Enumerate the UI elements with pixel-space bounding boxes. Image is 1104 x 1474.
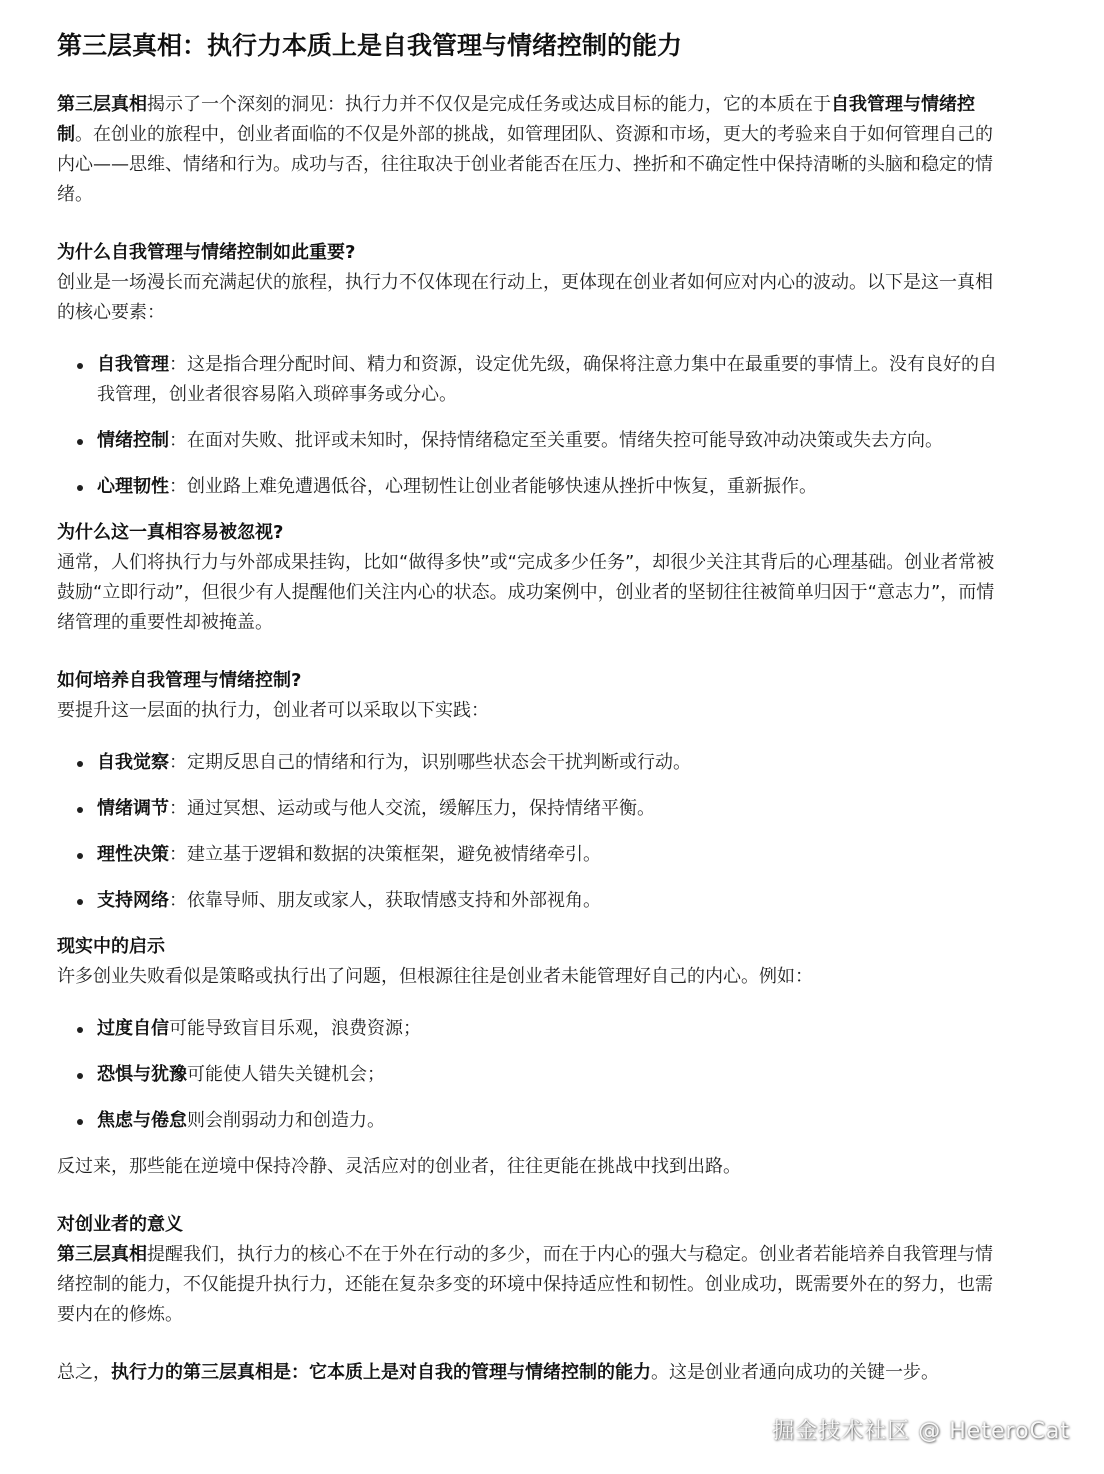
list-item-text: ：创业路上难免遭遇低谷，心理韧性让创业者能够快速从挫折中恢复，重新振作。: [169, 476, 817, 497]
list-item-label: 焦虑与倦怠: [97, 1110, 187, 1131]
list-item-label: 理性决策: [97, 844, 169, 865]
section-real-world: [57, 932, 1007, 1182]
bullet-dot-icon: [77, 899, 83, 905]
intro-text-1: 揭示了一个深刻的洞见：执行力并不仅仅是完成任务或达成目标的能力，它的本质在于: [147, 94, 831, 115]
list-item-text: ：在面对失败、批评或未知时，保持情绪稳定至关重要。情绪失控可能导致冲动决策或失去方向。: [169, 430, 943, 451]
list-item-label: 过度自信: [97, 1018, 169, 1039]
section-meaning: [57, 1210, 1007, 1330]
conclusion-bold: 执行力的第三层真相是：它本质上是对自我的管理与情绪控制的能力: [111, 1362, 651, 1383]
bullet-list: [57, 748, 1007, 916]
list-item: [97, 886, 1007, 916]
intro-paragraph: [57, 90, 1007, 210]
list-item: [97, 1014, 1007, 1044]
list-item-label: 自我觉察: [97, 752, 169, 773]
list-item: [97, 840, 1007, 870]
bullet-dot-icon: [77, 1119, 83, 1125]
list-item-text: ：通过冥想、运动或与他人交流，缓解压力，保持情绪平衡。: [169, 798, 655, 819]
list-item-text: 则会削弱动力和创造力。: [187, 1110, 385, 1131]
intro-bold-2: 自我管理与情绪控制: [57, 94, 975, 145]
page-title: 第三层真相：执行力本质上是自我管理与情绪控制的能力: [57, 31, 683, 60]
list-item-text: 可能导致盲目乐观，浪费资源；: [169, 1018, 421, 1039]
conclusion-paragraph: [57, 1358, 1007, 1388]
bullet-list: [57, 350, 1007, 502]
list-item-text: ：这是指合理分配时间、精力和资源，设定优先级，确保将注意力集中在最重要的事情上。没有良好的自我管理，创业者很容易陷入琐碎事务或分心。: [97, 354, 997, 405]
bullet-dot-icon: [77, 439, 83, 445]
list-item: [97, 426, 1007, 456]
conclusion-text-1: 总之，: [57, 1362, 111, 1383]
list-item: [97, 794, 1007, 824]
section-heading: 为什么这一真相容易被忽视?: [57, 522, 284, 543]
section-overlooked: [57, 518, 1007, 638]
list-item-text: ：建立基于逻辑和数据的决策框架，避免被情绪牵引。: [169, 844, 601, 865]
section-text: 通常，人们将执行力与外部成果挂钩，比如“做得多快”或“完成多少任务”，却很少关注其背后的心理基础。创业者常被鼓励“立即行动”，但很少有人提醒他们关注内心的状态。成功案例中，创业者的坚韧往往被简单归因于“意志力”，而情绪管理的重要性却被掩盖。: [57, 552, 995, 633]
list-item-text: ：定期反思自己的情绪和行为，识别哪些状态会干扰判断或行动。: [169, 752, 691, 773]
section-text: 许多创业失败看似是策略或执行出了问题，但根源往往是创业者未能管理好自己的内心。例如：: [57, 966, 813, 987]
bullet-dot-icon: [77, 1027, 83, 1033]
section-after-text: 反过来，那些能在逆境中保持冷静、灵活应对的创业者，往往更能在挑战中找到出路。: [57, 1156, 741, 1177]
bullet-dot-icon: [77, 363, 83, 369]
list-item-label: 情绪控制: [97, 430, 169, 451]
intro-bold-1: 第三层真相: [57, 94, 147, 115]
list-item: [97, 1106, 1007, 1136]
bullet-list: [57, 1014, 1007, 1136]
bullet-dot-icon: [77, 1073, 83, 1079]
section-text: [57, 1240, 1007, 1330]
conclusion-text-2: 。这是创业者通向成功的关键一步。: [651, 1362, 939, 1383]
section-heading: 对创业者的意义: [57, 1214, 183, 1235]
bullet-dot-icon: [77, 485, 83, 491]
list-item: [97, 350, 1007, 410]
list-item-label: 情绪调节: [97, 798, 169, 819]
bullet-dot-icon: [77, 853, 83, 859]
section-text: 创业是一场漫长而充满起伏的旅程，执行力不仅体现在行动上，更体现在创业者如何应对内心的波动。以下是这一真相的核心要素：: [57, 272, 993, 323]
list-item-label: 心理韧性: [97, 476, 169, 497]
section-heading: 如何培养自我管理与情绪控制?: [57, 670, 302, 691]
bullet-dot-icon: [77, 761, 83, 767]
meaning-text: 提醒我们，执行力的核心不在于外在行动的多少，而在于内心的强大与稳定。创业者若能培养自我管理与情绪控制的能力，不仅能提升执行力，还能在复杂多变的环境中保持适应性和韧性。创业成功，既需要外在的努力，也需要内在的修炼。: [57, 1244, 993, 1325]
meaning-bold: 第三层真相: [57, 1244, 147, 1265]
list-item-text: 可能使人错失关键机会；: [187, 1064, 385, 1085]
section-text: 要提升这一层面的执行力，创业者可以采取以下实践：: [57, 700, 489, 721]
list-item: [97, 748, 1007, 778]
list-item-text: ：依靠导师、朋友或家人，获取情感支持和外部视角。: [169, 890, 601, 911]
watermark: 掘金技术社区 @ HeteroCat: [772, 1419, 1070, 1444]
list-item: [97, 472, 1007, 502]
intro-text-2: 。在创业的旅程中，创业者面临的不仅是外部的挑战，如管理团队、资源和市场，更大的考验来自于如何管理自己的内心——思维、情绪和行为。成功与否，往往取决于创业者能否在压力、挫折和不确定性中保持清晰的头脑和稳定的情绪。: [57, 124, 993, 205]
section-heading: 现实中的启示: [57, 936, 165, 957]
section-cultivate: [57, 666, 1007, 916]
list-item: [97, 1060, 1007, 1090]
section-heading: 为什么自我管理与情绪控制如此重要?: [57, 242, 356, 263]
section-importance: [57, 238, 1007, 502]
list-item-label: 恐惧与犹豫: [97, 1064, 187, 1085]
article: [57, 28, 1007, 1388]
list-item-label: 自我管理: [97, 354, 169, 375]
list-item-label: 支持网络: [97, 890, 169, 911]
bullet-dot-icon: [77, 807, 83, 813]
